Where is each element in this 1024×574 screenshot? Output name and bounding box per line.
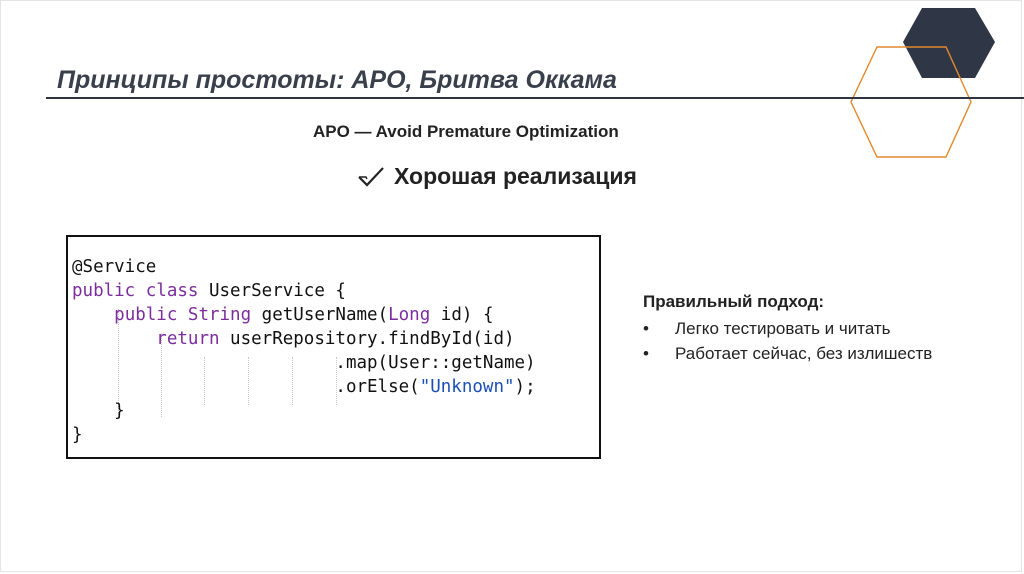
code-text: getUserName( bbox=[251, 305, 389, 325]
list-item-text: Работает сейчас, без излишеств bbox=[675, 344, 933, 363]
code-type: Long bbox=[388, 305, 431, 325]
code-keyword: return bbox=[156, 329, 220, 349]
slide-title: Принципы простоты: APO, Бритва Оккама bbox=[57, 66, 617, 94]
code-annotation: @Service bbox=[72, 257, 157, 277]
bullet-icon: • bbox=[643, 319, 649, 338]
notes-panel bbox=[643, 292, 932, 366]
orange-outline-hexagon bbox=[851, 47, 971, 157]
code-text: .map(User::getName) bbox=[335, 353, 536, 373]
list-item-text: Легко тестировать и читать bbox=[675, 319, 891, 338]
code-snippet bbox=[66, 235, 601, 459]
code-line-1 bbox=[72, 255, 156, 279]
code-text: .orElse( bbox=[335, 377, 420, 397]
apo-subtitle: APO — Avoid Premature Optimization bbox=[313, 122, 619, 141]
good-implementation-heading bbox=[356, 163, 637, 190]
code-line-8 bbox=[72, 423, 83, 447]
code-line-3 bbox=[72, 303, 493, 327]
list-item bbox=[643, 316, 932, 341]
code-line-6 bbox=[72, 375, 536, 399]
code-text: UserService { bbox=[198, 281, 346, 301]
code-type: String bbox=[177, 305, 252, 325]
bullet-icon: • bbox=[643, 344, 649, 363]
code-keyword: public class bbox=[72, 281, 199, 301]
good-implementation-label: Хорошая реализация bbox=[394, 163, 637, 189]
code-text: id) { bbox=[430, 305, 494, 325]
checkmark-icon bbox=[356, 165, 386, 189]
notes-heading: Правильный подход: bbox=[643, 292, 825, 311]
code-text: ); bbox=[514, 377, 536, 397]
code-line-7 bbox=[72, 399, 125, 423]
code-line-4 bbox=[72, 327, 515, 351]
code-text: } bbox=[72, 425, 83, 445]
list-item bbox=[643, 341, 932, 366]
code-text: } bbox=[114, 401, 125, 421]
dark-hexagon bbox=[903, 8, 995, 78]
code-line-2 bbox=[72, 279, 346, 303]
code-line-5 bbox=[72, 351, 536, 375]
code-keyword: public bbox=[114, 305, 178, 325]
title-underline bbox=[46, 97, 1024, 99]
code-text: userRepository.findById(id) bbox=[219, 329, 515, 349]
code-string: "Unknown" bbox=[419, 377, 515, 397]
